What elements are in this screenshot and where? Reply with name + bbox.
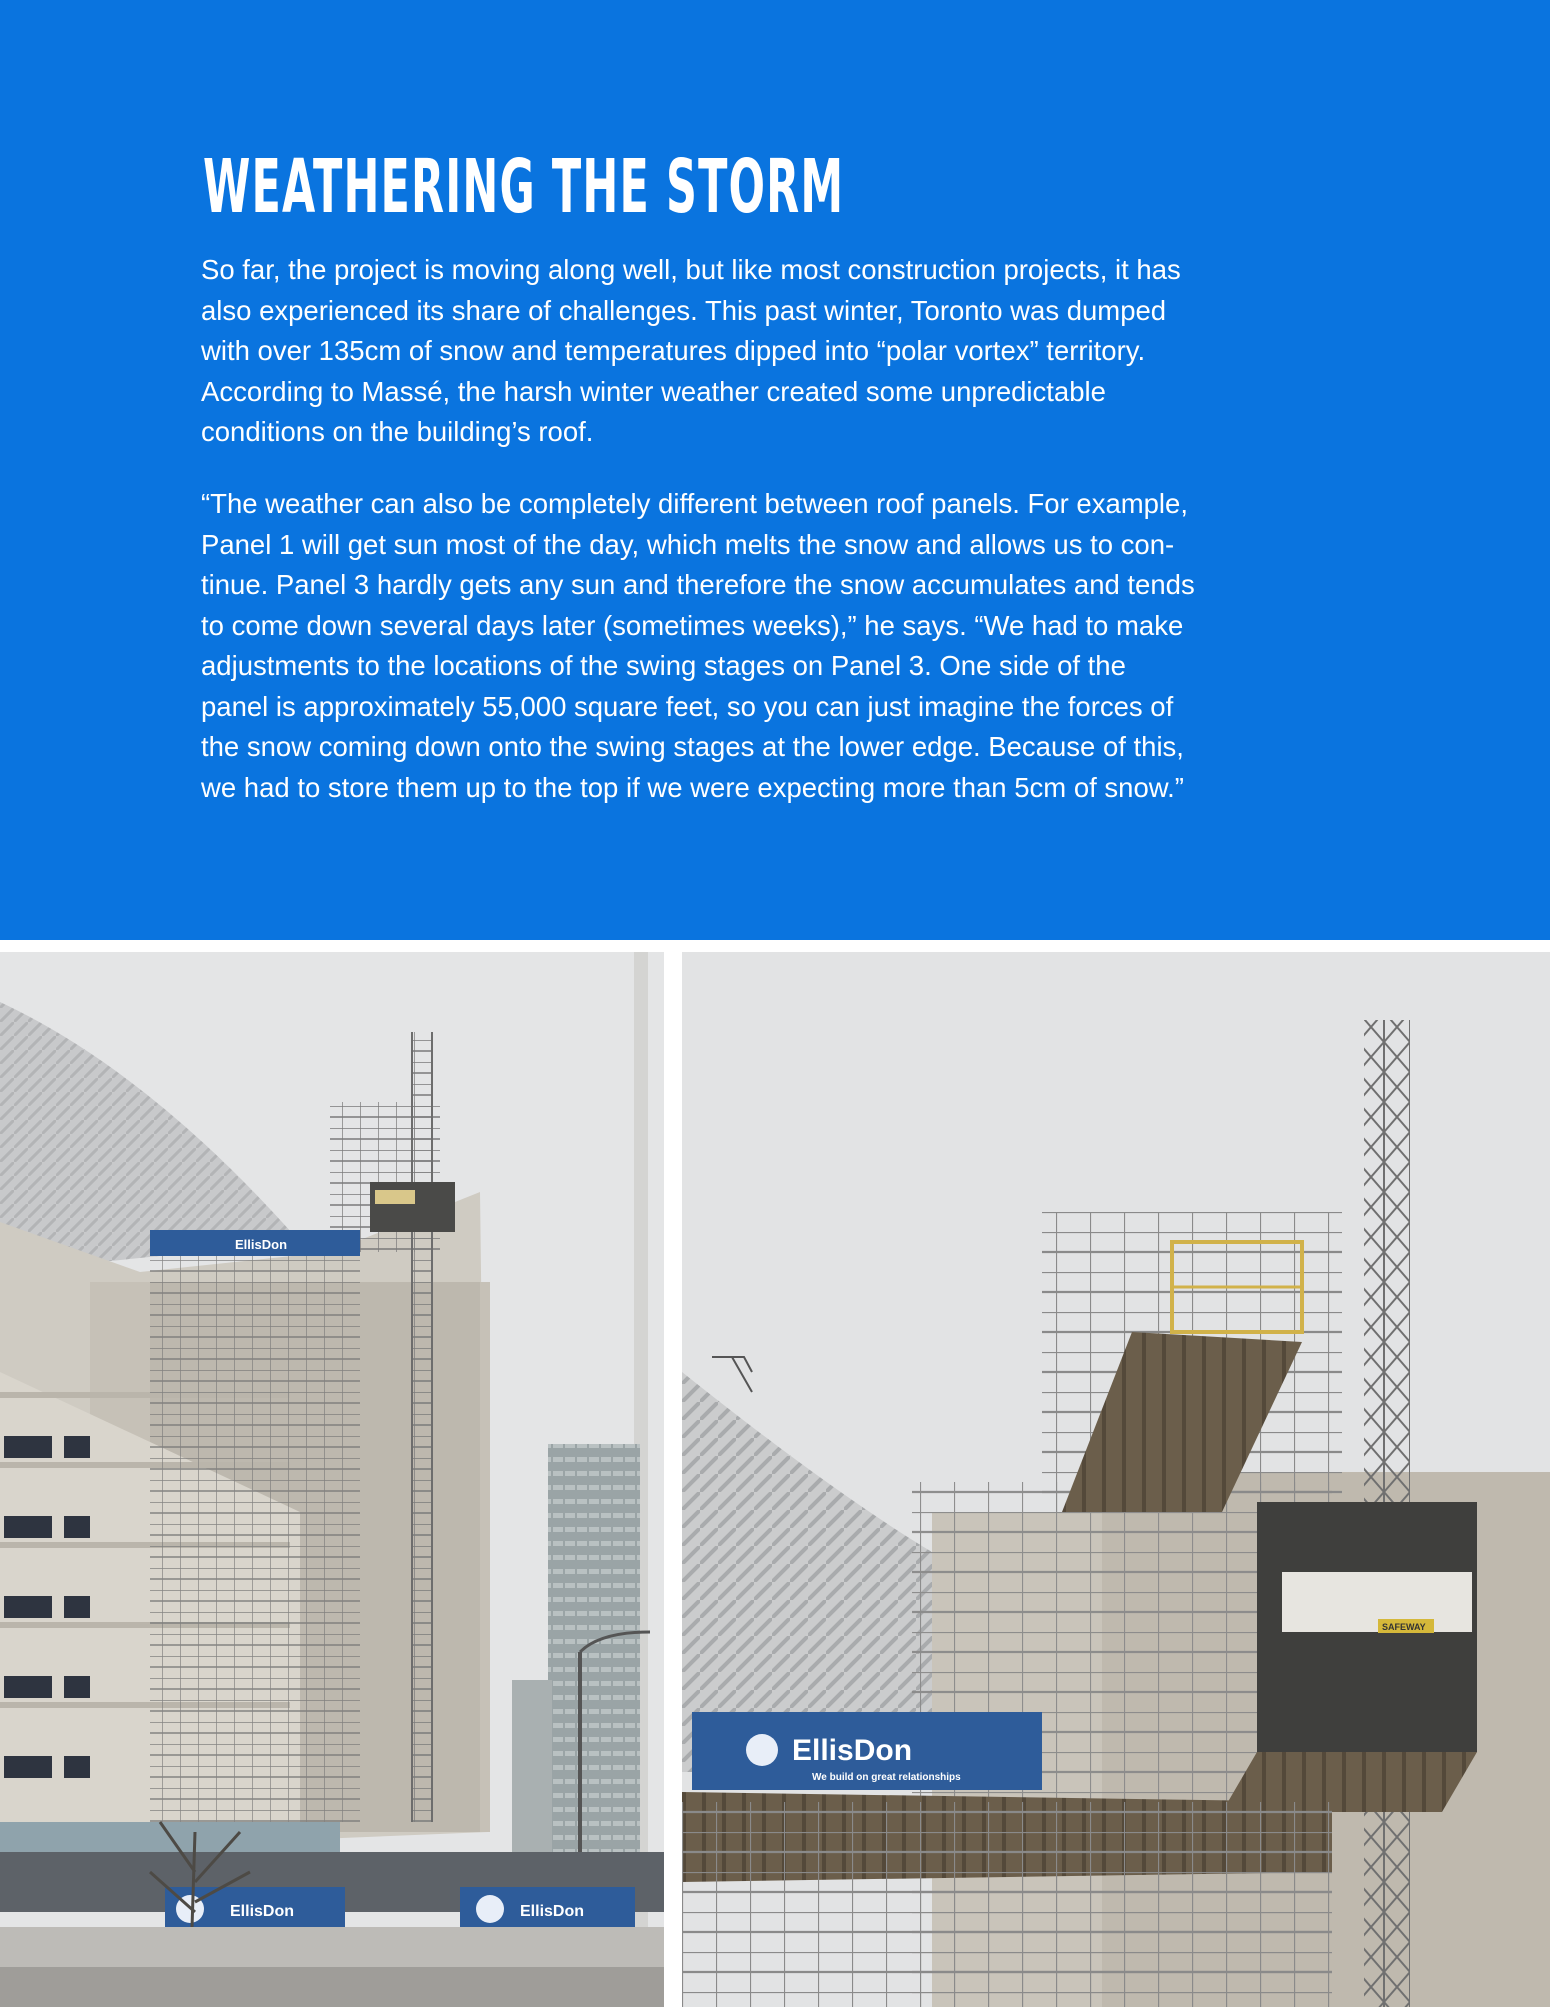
article-paragraph-1 (201, 250, 1351, 453)
paragraph-line: adjustments to the locations of the swing stages on Panel 3. One side of the (201, 650, 1126, 681)
paragraph-line: panel is approximately 55,000 square feet, so you can just imagine the forces of (201, 690, 1174, 722)
paragraph-line: Panel 1 will get sun most of the day, which melts the snow and allows us to con- (201, 528, 1175, 560)
paragraph-line: “The weather can also be completely different between roof panels. For example, (201, 488, 1188, 519)
photo-stadium-scaffolding (0, 952, 664, 2007)
paragraph-line: we had to store them up to the top if we were expecting more than 5cm of snow.” (201, 771, 1184, 803)
paragraph-line: the snow coming down onto the swing stages at the lower edge. Because of this, (201, 731, 1184, 762)
paragraph-line: also experienced its share of challenges. This past winter, Toronto was dumped (201, 294, 1167, 326)
paragraph-line: tinue. Panel 3 hardly gets any sun and therefore the snow accumulates and tends (201, 569, 1195, 600)
paragraph-line: conditions on the building’s roof. (201, 416, 594, 447)
banner-text-2: EllisDon (230, 1903, 295, 1920)
article-headline: WEATHERING THE STORM (203, 144, 845, 230)
banner-tagline: We build on great relationships (812, 1772, 961, 1783)
hoist-label: SAFEWAY (1382, 1622, 1426, 1632)
paragraph-line: So far, the project is moving along well, but like most construction projects, it has (201, 254, 1181, 285)
banner-text-3: EllisDon (520, 1903, 585, 1920)
blue-text-panel (0, 0, 1550, 940)
article-paragraph-2 (201, 484, 1351, 808)
banner-text-small: EllisDon (235, 1237, 288, 1252)
paragraph-line: with over 135cm of snow and temperatures dipped into “polar vortex” territory. (201, 335, 1146, 366)
scaffolding-illustration (682, 952, 1550, 2007)
banner-text-large: EllisDon (792, 1734, 913, 1767)
photo-scaffolding-closeup (682, 952, 1550, 2007)
paragraph-line: According to Massé, the harsh winter weather created some unpredictable (201, 375, 1106, 407)
paragraph-line: to come down several days later (sometimes weeks),” he says. “We had to make (201, 609, 1184, 641)
stadium-illustration (0, 952, 664, 2007)
